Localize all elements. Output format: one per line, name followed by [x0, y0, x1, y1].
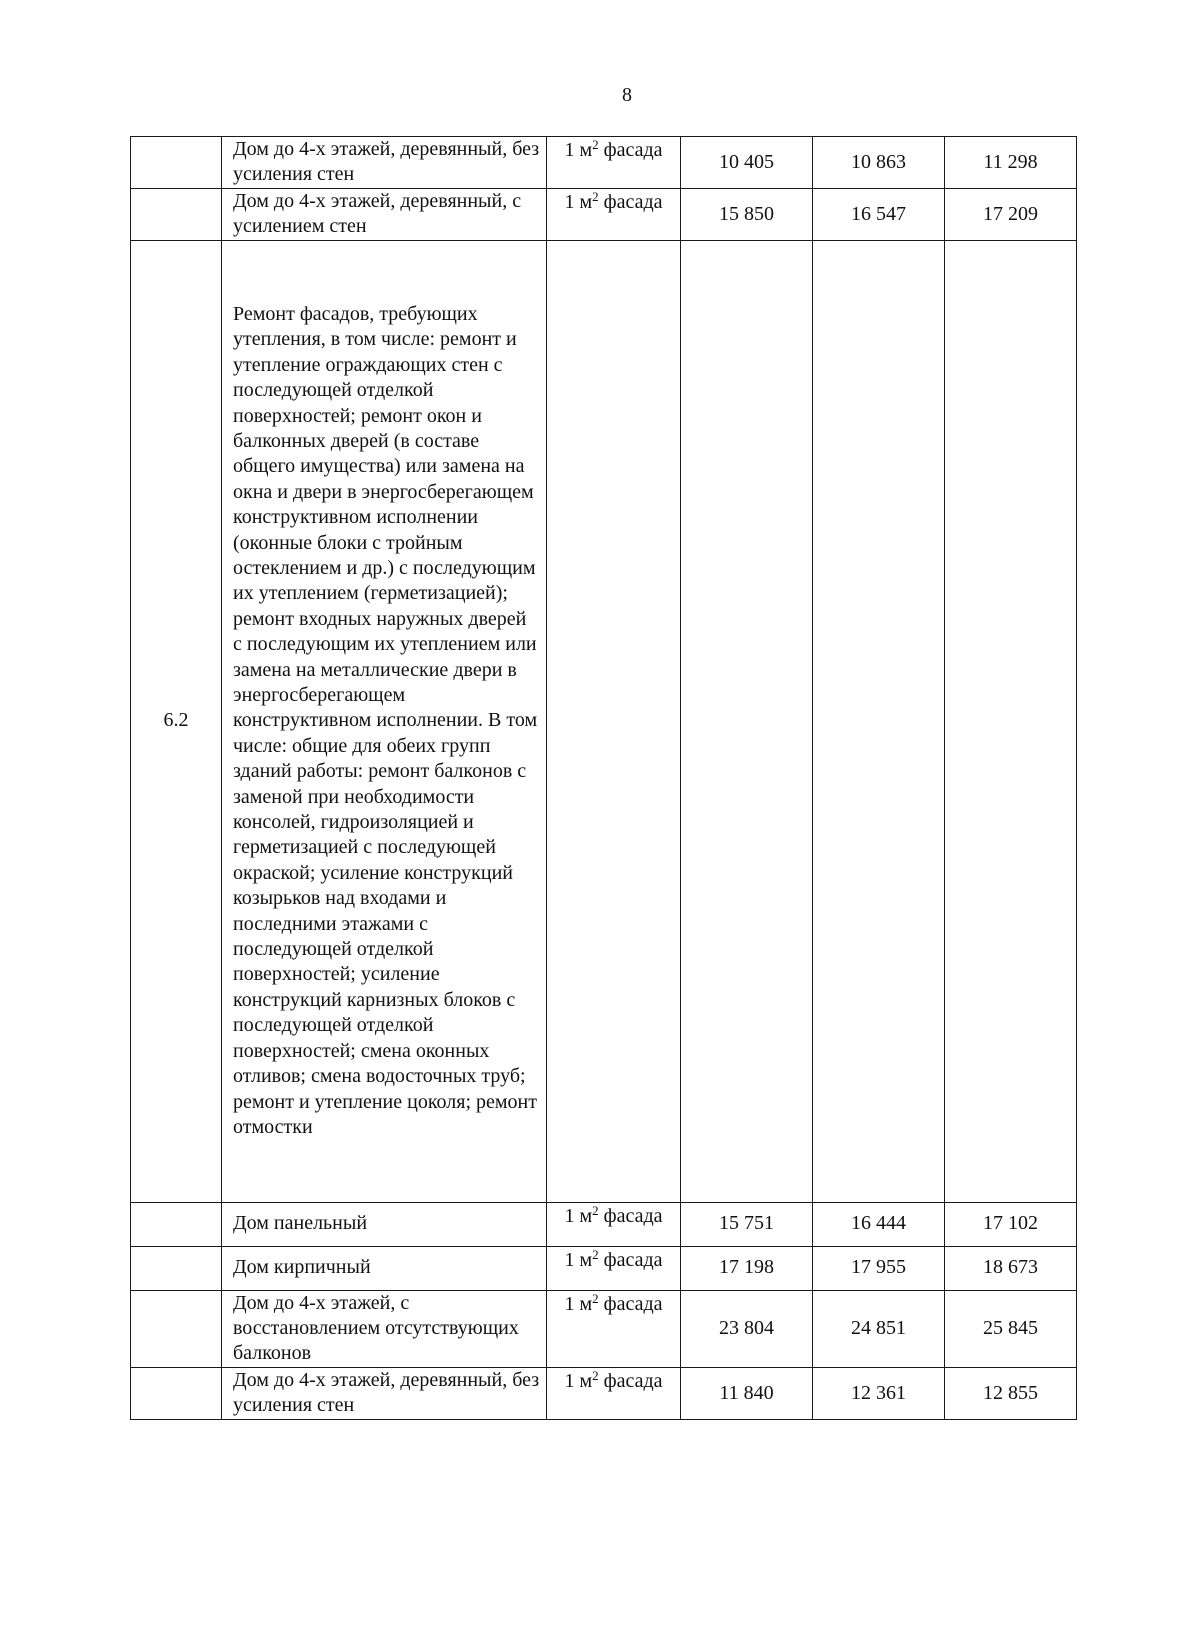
row-value-3: 17 209: [945, 188, 1077, 240]
row-value-2: 10 863: [813, 137, 945, 189]
row-number: [131, 1367, 222, 1419]
row-number: [131, 1246, 222, 1290]
row-number: [131, 137, 222, 189]
row-value-2: 24 851: [813, 1290, 945, 1367]
row-value-2: [813, 240, 945, 1202]
price-table: [130, 136, 1077, 1420]
row-value-3: 12 855: [945, 1367, 1077, 1419]
row-number: 6.2: [131, 240, 222, 1202]
table-row: [131, 240, 1077, 1202]
row-description: Дом до 4-х этажей, с восстановлением отсутствующих балконов: [222, 1290, 547, 1367]
row-value-1: [681, 240, 813, 1202]
table-row: [131, 1202, 1077, 1246]
row-number: [131, 188, 222, 240]
row-value-1: 15 850: [681, 188, 813, 240]
table-row: [131, 137, 1077, 189]
table-row: [131, 1290, 1077, 1367]
row-value-1: 11 840: [681, 1367, 813, 1419]
row-unit: 1 $м^2$ фасада: [547, 1246, 681, 1290]
row-description: Ремонт фасадов, требующих утепления, в том числе: ремонт и утепление ограждающих стен с последующей отделкой поверхностей; ремонт окон и балконных дверей (в составе общего имущества) или замена на окна и двери в энергосберегающем конструктивном исполнении (оконные блоки с тройным остеклением и др.) с последующим их утеплением (герметизацией); ремонт входных наружных дверей с последующим их утеплением или замена на металлические двери в энергосберегающем конструктивном исполнении. В том числе: общие для обеих групп зданий работы: ремонт балконов с заменой при необходимости консолей, гидроизоляцией и герметизацией с последующей окраской; усиление конструкций козырьков над входами и последними этажами с последующей отделкой поверхностей; усиление конструкций карнизных блоков с последующей отделкой поверхностей; смена оконных отливов; смена водосточных труб; ремонт и утепление цоколя; ремонт отмостки: [222, 240, 547, 1202]
row-unit: 1 $м^2$ фасада: [547, 1202, 681, 1246]
row-unit: 1 $м^2$ фасада: [547, 188, 681, 240]
row-value-2: 12 361: [813, 1367, 945, 1419]
row-description: Дом кирпичный: [222, 1246, 547, 1290]
row-number: [131, 1202, 222, 1246]
row-value-2: 16 444: [813, 1202, 945, 1246]
row-description: Дом до 4-х этажей, деревянный, без усиления стен: [222, 1367, 547, 1419]
row-value-1: 23 804: [681, 1290, 813, 1367]
table-row: [131, 1246, 1077, 1290]
row-unit: 1 $м^2$ фасада: [547, 137, 681, 189]
page-number: 8: [622, 84, 632, 106]
row-value-3: 17 102: [945, 1202, 1077, 1246]
row-value-3: 18 673: [945, 1246, 1077, 1290]
row-value-1: 17 198: [681, 1246, 813, 1290]
row-unit: 1 $м^2$ фасада: [547, 1290, 681, 1367]
row-description: Дом панельный: [222, 1202, 547, 1246]
row-description: Дом до 4-х этажей, деревянный, с усилением стен: [222, 188, 547, 240]
row-value-2: 16 547: [813, 188, 945, 240]
row-value-3: 11 298: [945, 137, 1077, 189]
row-value-3: 25 845: [945, 1290, 1077, 1367]
row-unit: 1 $м^2$ фасада: [547, 1367, 681, 1419]
table-row: [131, 188, 1077, 240]
row-value-1: 15 751: [681, 1202, 813, 1246]
row-value-3: [945, 240, 1077, 1202]
table-row: [131, 1367, 1077, 1419]
row-value-1: 10 405: [681, 137, 813, 189]
row-description: Дом до 4-х этажей, деревянный, без усиления стен: [222, 137, 547, 189]
row-number: [131, 1290, 222, 1367]
row-unit: [547, 240, 681, 1202]
row-value-2: 17 955: [813, 1246, 945, 1290]
